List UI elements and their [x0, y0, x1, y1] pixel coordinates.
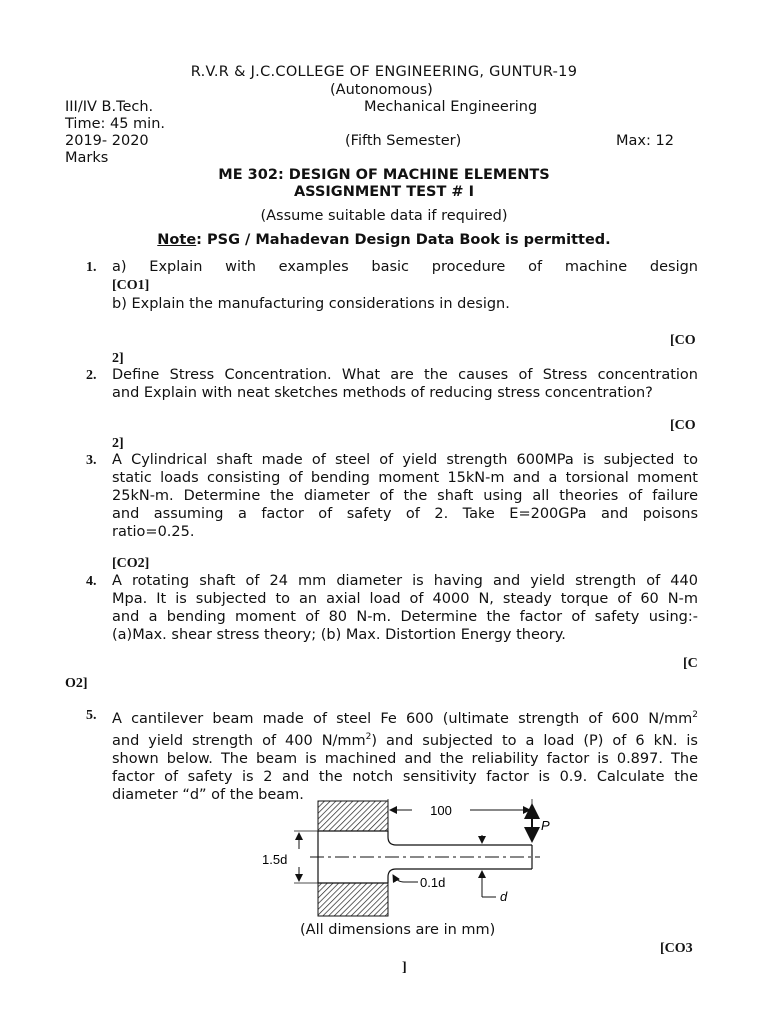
question-text-line: A rotating shaft of 24 mm diameter is having and yield strength of 440 [112, 573, 698, 589]
co-tag: 2] [112, 436, 124, 451]
co-tag: [CO3 [660, 941, 693, 956]
co-tag: [CO2] [112, 556, 150, 571]
max-label: Max: 12 [616, 133, 674, 149]
question-text: and yield strength of 400 N/mm [112, 732, 366, 749]
superscript: 2 [365, 731, 372, 742]
question-text-line: and Explain with neat sketches methods of reducing stress concentration? [112, 385, 653, 401]
question-text-line: Define Stress Concentration. What are the causes of Stress concentration [112, 367, 698, 383]
question-text-line [112, 706, 698, 728]
marks-label: Marks [65, 150, 109, 166]
figure-caption: (All dimensions are in mm) [300, 922, 496, 938]
question-number: 5. [86, 708, 97, 723]
year-label: III/IV B.Tech. [65, 99, 154, 115]
college-name: R.V.R & J.C.COLLEGE OF ENGINEERING, GUNTUR-19 [190, 64, 578, 80]
note-line [0, 232, 768, 248]
autonomous-label: (Autonomous) [330, 82, 433, 98]
length-dimension: 100 [430, 803, 452, 818]
question-number: 4. [86, 574, 97, 589]
shaft-top-edge [388, 831, 532, 845]
question-text: A cantilever beam made of steel Fe 600 (ultimate strength of 600 N/mm [112, 710, 693, 727]
question-text-line: and a bending moment of 80 N-m. Determine the factor of safety using:- [112, 609, 698, 625]
department-label: Mechanical Engineering [364, 99, 538, 115]
test-title: ASSIGNMENT TEST # I [293, 184, 475, 200]
superscript: 2 [692, 710, 698, 720]
course-title: ME 302: DESIGN OF MACHINE ELEMENTS [218, 167, 550, 183]
question-text-line [112, 728, 698, 750]
fillet-label: 0.1d [420, 875, 446, 890]
diameter-label: d [500, 889, 508, 904]
question-text-line: Mpa. It is subjected to an axial load of 4000 N, steady torque of 60 N-m [112, 591, 698, 607]
co-tag: [CO [670, 333, 696, 348]
question-2 [112, 366, 698, 402]
question-text-line: static loads consisting of bending moment 15kN-m and a torsional moment [112, 470, 698, 486]
load-label: P [541, 818, 550, 833]
question-text-line: factor of safety is 2 and the notch sensitivity factor is 0.9. Calculate the [112, 768, 698, 785]
co-tag: ] [402, 960, 407, 975]
semester-label: (Fifth Semester) [345, 133, 462, 149]
academic-year: 2019- 2020 [65, 133, 149, 149]
question-3 [112, 451, 698, 541]
question-text-line: and assuming a factor of safety of 2. Take E=200GPa and poisons [112, 506, 698, 522]
question-5 [112, 706, 698, 804]
shaft-bottom-edge [388, 869, 532, 883]
co-tag: O2] [65, 676, 88, 691]
beam-figure [0, 797, 768, 927]
co-tag: [C [683, 656, 698, 671]
question-text-line: a) Explain with examples basic procedure of machine design [112, 259, 698, 275]
wall-upper [318, 801, 388, 831]
question-number: 3. [86, 453, 97, 468]
co-tag: [CO [670, 418, 696, 433]
question-text-line: 25kN-m. Determine the diameter of the shaft using all theories of failure [112, 488, 698, 504]
question-number: 1. [86, 260, 97, 275]
question-number: 2. [86, 368, 97, 383]
question-4 [112, 572, 698, 644]
wall-lower [318, 883, 388, 916]
note-text: : PSG / Mahadevan Design Data Book is permitted. [196, 232, 611, 248]
question-text-line: b) Explain the manufacturing considerations in design. [112, 296, 510, 312]
question-text-line: ratio=0.25. [112, 524, 195, 540]
question-1 [112, 258, 698, 276]
note-label: Note [157, 232, 197, 248]
co-tag: [CO1] [112, 278, 150, 293]
question-text-line: diameter “d” of the beam. [112, 786, 304, 803]
time-label: Time: 45 min. [65, 116, 165, 132]
question-text-line: A Cylindrical shaft made of steel of yield strength 600MPa is subjected to [112, 452, 698, 468]
shoulder-diameter-label: 1.5d [262, 852, 288, 867]
question-text-line: shown below. The beam is machined and the reliability factor is 0.897. The [112, 750, 698, 767]
assumption-note: (Assume suitable data if required) [260, 208, 508, 224]
question-text-line: (a)Max. shear stress theory; (b) Max. Distortion Energy theory. [112, 627, 566, 643]
co-tag: 2] [112, 351, 124, 366]
question-text: ) and subjected to a load (P) of 6 kN. is [371, 732, 698, 749]
